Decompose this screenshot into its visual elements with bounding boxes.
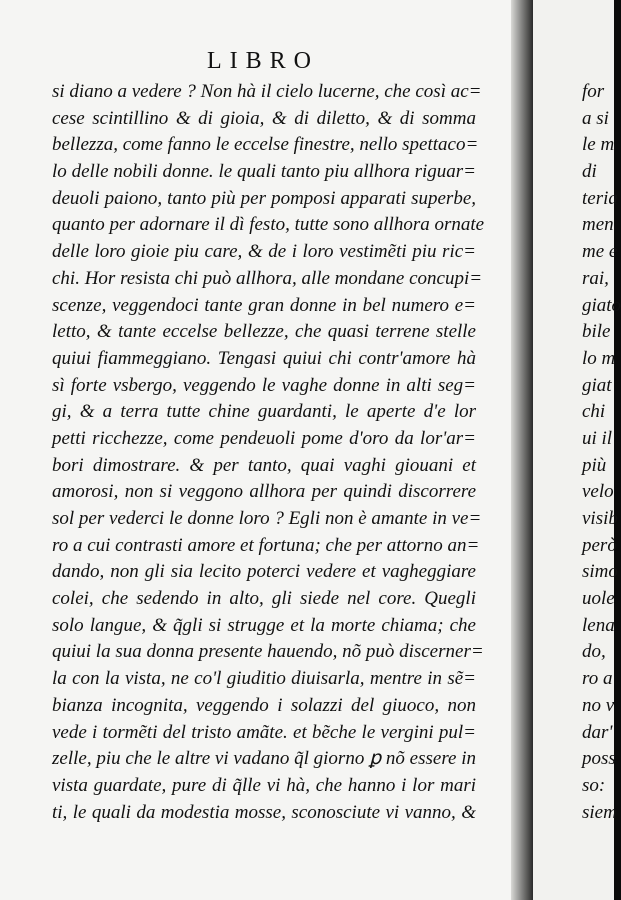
text-line: zelle, piu che le altre vi vadano q̃l giorno ꝑ nõ essere in	[52, 748, 476, 770]
facing-line-fragment: di	[582, 161, 597, 183]
facing-line-fragment: velo	[582, 481, 614, 503]
facing-line-fragment: rai,	[582, 267, 609, 289]
facing-line-fragment: più	[582, 454, 607, 476]
text-line: dando, non gli sia lecito poterci vedere et vagheggiare	[52, 561, 476, 583]
body-text	[52, 79, 485, 826]
text-line: colei, che sedendo in alto, gli siede nel core. Quegli	[52, 588, 476, 610]
facing-line-fragment: uole	[582, 588, 615, 610]
text-line: gi, & a terra tutte chine guardanti, le aperte d'e lor	[52, 401, 476, 423]
facing-line-fragment: però	[582, 534, 617, 556]
text-line: la con la vista, ne co'l giuditio diuisarla, mentre in sẽ=	[52, 668, 476, 690]
facing-line-fragment: ui il	[582, 427, 613, 449]
facing-line-fragment: bile	[582, 321, 611, 343]
text-line: deuoli paiono, tanto più per pomposi apparati superbe,	[52, 187, 476, 209]
text-line: sol per vederci le donne loro ? Egli non è amante in ve=	[52, 508, 482, 529]
facing-line-fragment: dar'	[582, 721, 613, 743]
facing-line-fragment: poss	[582, 748, 616, 770]
facing-line-fragment: ro a	[582, 668, 613, 690]
text-line: vede i tormẽti del tristo amãte. et bẽche le vergini pul=	[52, 721, 476, 743]
text-line: bellezza, come fanno le eccelse finestre, nello spettaco=	[52, 134, 479, 156]
book-gutter	[511, 0, 533, 900]
text-line: sì forte vsbergo, veggendo le vaghe donne in alti seg=	[52, 374, 476, 396]
text-line: lo delle nobili donne. le quali tanto piu allhora riguar=	[52, 161, 476, 183]
facing-line-fragment: teria	[582, 187, 618, 209]
text-line: quanto per adornare il dì festo, tutte sono allhora ornate	[52, 214, 485, 236]
facing-line-fragment: lena	[582, 614, 615, 636]
text-line: bori dimostrare. & per tanto, quai vaghi giouani et	[52, 454, 476, 476]
text-line: vista guardate, pure di q̃lle vi hà, che hanno i lor mari	[52, 774, 476, 796]
text-line: bianza incognita, veggendo i solazzi del giuoco, non	[52, 694, 476, 716]
text-line: petti ricchezze, come pendeuoli pome d'oro da lor'ar=	[52, 427, 476, 449]
facing-line-fragment: men	[582, 214, 614, 236]
facing-line-fragment: chi	[582, 401, 606, 423]
facing-page-text	[582, 79, 621, 826]
text-line: chi. Hor resista chi può allhora, alle mondane concupi=	[52, 267, 483, 289]
facing-line-fragment: siem	[582, 801, 617, 823]
text-line: scenze, veggendoci tante gran donne in bel numero e=	[52, 294, 476, 316]
text-line: delle loro gioie piu care, & de i loro vestimẽti piu ric=	[52, 241, 476, 263]
facing-line-fragment: a si	[582, 107, 609, 129]
facing-line-fragment: giat	[582, 374, 612, 396]
running-header: LIBRO	[207, 48, 319, 74]
facing-line-fragment: simo	[582, 561, 618, 583]
text-line: si diano a vedere ? Non hà il cielo lucerne, che così ac=	[52, 81, 482, 102]
facing-line-fragment: so:	[582, 774, 606, 796]
text-line: cese scintillino & di gioia, & di diletto, & di somma	[52, 107, 476, 129]
facing-line-fragment: le m	[582, 134, 615, 156]
text-line: amorosi, non si veggono allhora per quindi discorrere	[52, 481, 476, 503]
text-line: quiui la sua donna presente hauendo, nõ può discerner=	[52, 641, 484, 663]
text-line: quiui fiammeggiano. Tengasi quiui chi contr'amore hà	[52, 347, 476, 369]
facing-line-fragment: me e	[582, 241, 618, 263]
facing-line-fragment: giato	[582, 294, 621, 316]
facing-line-fragment: for	[582, 81, 605, 102]
text-line: solo langue, & q̃gli si strugge et la morte chiama; che	[52, 614, 476, 636]
facing-line-fragment: no v	[582, 694, 615, 716]
facing-line-fragment: visib	[582, 508, 618, 529]
facing-line-fragment: do,	[582, 641, 606, 663]
text-line: ti, le quali da modestia mosse, sconosciute vi vanno, &	[52, 801, 476, 823]
facing-line-fragment: lo m	[582, 347, 616, 369]
text-line: letto, & tante eccelse bellezze, che quasi terrene stelle	[52, 321, 476, 343]
text-line: ro a cui contrasti amore et fortuna; che per attorno an=	[52, 534, 480, 556]
